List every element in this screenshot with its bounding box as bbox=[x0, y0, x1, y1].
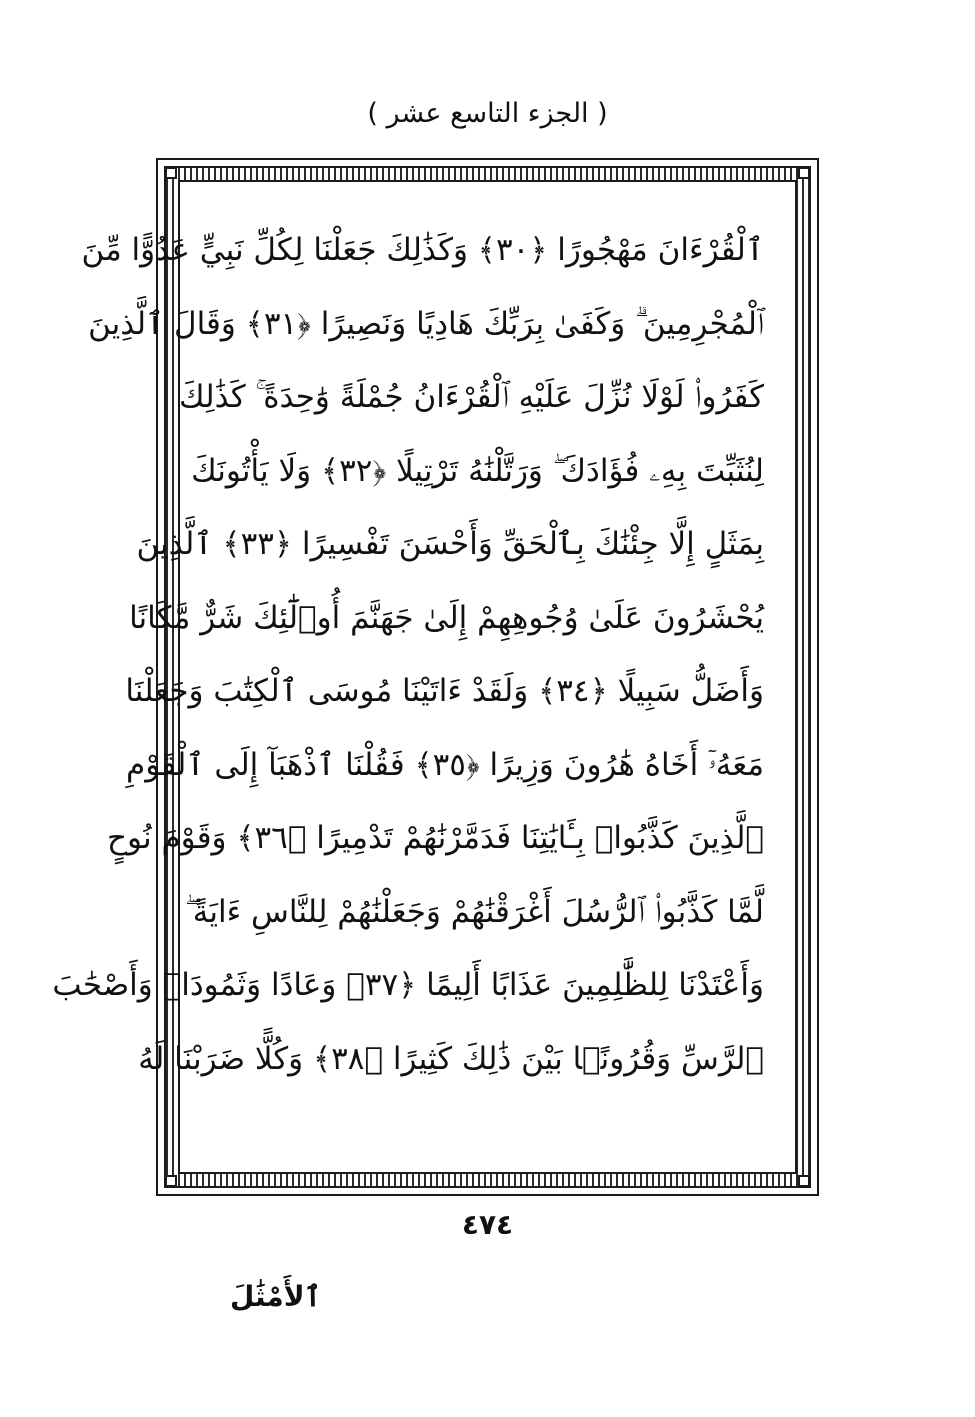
text-line: ٱلرَّسِّ وَقُرُونًۢا بَيْنَ ذَٰلِكَ كَثِيرًا ﴿٣٨﴾ وَكُلًّا ضَرَبْنَا لَهُ bbox=[138, 1040, 764, 1077]
catchword: ٱلأَمْثَٰلَ bbox=[230, 1280, 322, 1313]
text-line: يُحْشَرُونَ عَلَىٰ وُجُوهِهِمْ إِلَىٰ جَهَنَّمَ أُو۟لَٰٓئِكَ شَرٌّ مَّكَانًا bbox=[129, 599, 764, 636]
corner-ornament bbox=[165, 167, 177, 179]
text-line: ٱلْمُجْرِمِينَ ۗ وَكَفَىٰ بِرَبِّكَ هَادِيًا وَنَصِيرًا ﴿٣١﴾ وَقَالَ ٱلَّذِينَ bbox=[88, 305, 764, 342]
text-line: مَعَهُۥٓ أَخَاهُ هَٰرُونَ وَزِيرًا ﴿٣٥﴾ فَقُلْنَا ٱذْهَبَآ إِلَى ٱلْقَوْمِ bbox=[126, 746, 764, 783]
text-line: وَأَعْتَدْنَا لِلظَّٰلِمِينَ عَذَابًا أَلِيمًا ﴿٣٧﴾ وَعَادًا وَثَمُودَا۟ وَأَصْحَٰبَ bbox=[52, 967, 764, 1003]
text-line: وَأَضَلُّ سَبِيلًا ﴿٣٤﴾ وَلَقَدْ ءَاتَيْنَا مُوسَى ٱلْكِتَٰبَ وَجَعَلْنَا bbox=[125, 673, 764, 709]
text-line: بِمَثَلٍ إِلَّا جِئْنَٰكَ بِٱلْحَقِّ وَأَحْسَنَ تَفْسِيرًا ﴿٣٣﴾ ٱلَّذِينَ bbox=[136, 526, 764, 562]
text-line: ٱلْقُرْءَانَ مَهْجُورًا ﴿٣٠﴾ وَكَذَٰلِكَ جَعَلْنَا لِكُلِّ نَبِيٍّ عَدُوًّا مِّنَ bbox=[81, 232, 764, 268]
corner-ornament bbox=[165, 1175, 177, 1187]
page-number: ٤٧٤ bbox=[461, 1208, 514, 1241]
text-line: لَّمَّا كَذَّبُوا۟ ٱلرُّسُلَ أَغْرَقْنَٰهُمْ وَجَعَلْنَٰهُمْ لِلنَّاسِ ءَايَةً ۖ bbox=[185, 893, 764, 930]
quran-text-block bbox=[52, 214, 764, 1096]
corner-ornament bbox=[798, 167, 810, 179]
text-line: كَفَرُوا۟ لَوْلَا نُزِّلَ عَلَيْهِ ٱلْقُرْءَانُ جُمْلَةً وَٰحِدَةً ۚ كَذَٰلِكَ bbox=[179, 379, 764, 415]
text-line: ٱلَّذِينَ كَذَّبُوا۟ بِـَٔايَٰتِنَا فَدَمَّرْنَٰهُمْ تَدْمِيرًا ﴿٣٦﴾ وَقَوْمَ نُوحٍ bbox=[106, 820, 764, 856]
text-line: لِنُثَبِّتَ بِهِۦ فُؤَادَكَ ۖ وَرَتَّلْنَٰهُ تَرْتِيلًا ﴿٣٢﴾ وَلَا يَأْتُونَكَ bbox=[191, 452, 764, 489]
corner-ornament bbox=[798, 1175, 810, 1187]
juz-header: ( الجزء التاسع عشر ) bbox=[367, 98, 608, 129]
